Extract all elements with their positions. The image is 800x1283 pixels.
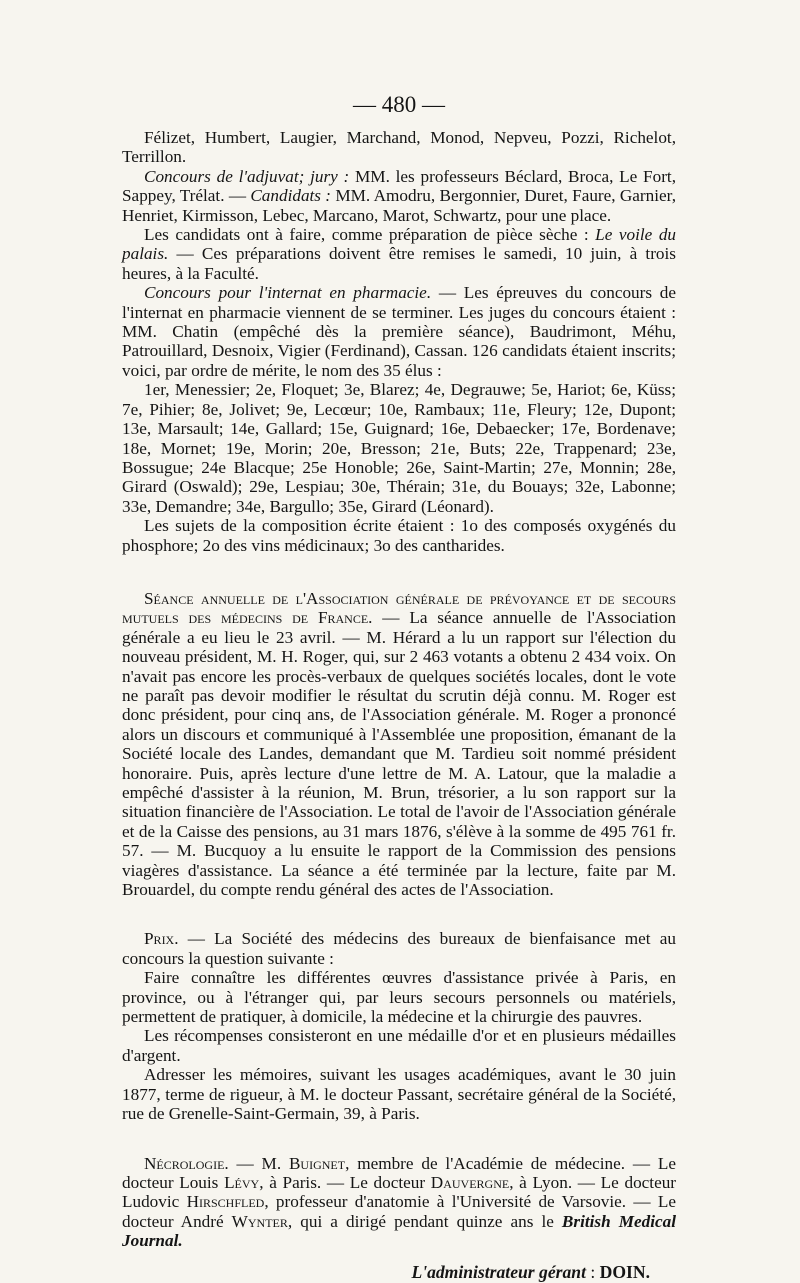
text-run-italic: Le voile du palais.: [122, 225, 677, 264]
paragraph: Adresser les mémoires, suivant les usages académiques, avant le 30 juin 1877, terme de rigueur, à M. le docteur Passant, secrétaire général de la Société, rue de Grenelle-Saint-Germain, 39, à Paris.: [122, 1065, 676, 1124]
paragraph: [122, 225, 676, 283]
paragraph: [122, 589, 676, 900]
signature-name: DOIN.: [599, 1261, 650, 1282]
text-run-italic: Concours pour l'internat en pharmacie.: [144, 283, 432, 303]
text-run: — La Société des médecins des bureaux de bienfaisance met au concours la question suivante :: [122, 929, 676, 968]
signature-title: L'administrateur gérant: [411, 1261, 586, 1282]
section-spacer: [122, 555, 676, 589]
text-run: — M.: [228, 1153, 289, 1173]
paragraph: [122, 1154, 676, 1251]
text-run-sc: Nécrologie.: [144, 1153, 229, 1173]
text-run-sc: Dauvergne: [430, 1172, 510, 1192]
text-run: MM. Amodru, Bergonnier, Duret, Faure, Garnier, Henriet, Kirmisson, Lebec, Marcano, Marot, Schwartz, pour une place.: [122, 186, 676, 225]
text-run: — Ces préparations doivent être remises le samedi, 10 juin, à trois heures, à la Faculté.: [122, 244, 676, 283]
paragraph: Faire connaître les différentes œuvres d'assistance privée à Paris, en province, ou à l'étranger qui, par leurs secours personnels ou matériels, permettent de pratiquer, à domicile, la médecine et la chirurgie des pauvres.: [122, 968, 676, 1027]
paragraph: [122, 929, 676, 968]
article-body: [122, 128, 676, 1251]
section-spacer: [122, 1124, 676, 1154]
signature-separator: :: [585, 1261, 600, 1282]
section-spacer: [122, 899, 676, 929]
text-run-sc: Lévy: [224, 1172, 260, 1192]
paragraph: 1er, Menessier; 2e, Floquet; 3e, Blarez; 4e, Degrauwe; 5e, Hariot; 6e, Küss; 7e, Pihier; 8e, Jolivet; 9e, Lecœur; 10e, Rambaux; 11e, Fleury; 12e, Dupont; 13e, Marsault; 14e, Gallard; 15e, Guignard; 16e, Debaecker; 17e, Bordenave; 18e, Mornet; 19e, Morin; 20e, Bresson; 21e, Buts; 22e, Trappenard; 23e, Bossugue; 24e Blacque; 25e Honoble; 26e, Saint-Martin; 27e, Monnin; 28e, Girard (Oswald); 29e, Lespiau; 30e, Thérain; 31e, du Bouays; 32e, Labonne; 33e, Demandre; 34e, Bargullo; 35e, Girard (Léonard).: [122, 380, 676, 516]
text-run: Les candidats ont à faire, comme préparation de pièce sèche :: [144, 225, 596, 245]
paragraph: [122, 283, 676, 380]
text-run: — Les épreuves du concours de l'internat en pharmacie viennent de se terminer. Les juges du concours étaient : MM. Chatin (empêché dès la première séance), Baudrimont, Méhu, Patrouillard, Desnoix, Vigier (Ferdinand), Cassan. 126 candidats étaient inscrits; voici, par ordre de mérite, le nom des 35 élus :: [122, 283, 677, 380]
text-run: — La séance annuelle de l'Association générale a eu lieu le 23 avril. — M. Hérard a lu un rapport sur l'élection du nouveau président, M. H. Roger, qui, sur 2 463 votants a obtenu 2 434 voix. On n'avait pas encore les procès-verbaux de quelques sociétés locales, dont le vote ne paraît pas devoir modifier le résultat du scrutin déjà connu. M. Roger est donc président, pour cinq ans, de l'Association générale. M. Roger a prononcé alors un discours et communiqué à l'Assemblée une proposition, émanant de la Société locale des Landes, demandant que M. Tardieu soit nommé président honoraire. Puis, après lecture d'une lettre de M. A. Latour, que la maladie a empêché d'assister à la réunion, M. Brun, trésorier, a lu son rapport sur la situation financière de l'Association. Le total de l'avoir de l'Association générale et de la Caisse des pensions, au 31 mars 1876, s'élève à la somme de 495 761 fr. 57. — M. Bucquoy a lu ensuite le rapport de la Commission des pensions viagères d'assistance. La séance a été terminée par la lecture, faite par M. Brouardel, du compte rendu général des actes de l'Association.: [122, 608, 676, 900]
text-run-sc: Prix.: [144, 929, 179, 949]
text-run-bolditalic: British Medical Journal.: [122, 1211, 676, 1251]
text-run: MM. les professeurs Béclard, Broca, Le Fort, Sappey, Trélat. —: [122, 166, 676, 206]
paragraph: Les sujets de la composition écrite étaient : 1o des composés oxygénés du phosphore; 2o des vins médicinaux; 3o des cantharides.: [122, 516, 676, 555]
text-run: , à Paris. — Le docteur: [259, 1172, 431, 1192]
page-number: — 480 —: [353, 92, 445, 117]
text-run-sc: Hirschfled: [186, 1192, 265, 1212]
paragraph: [122, 167, 676, 225]
text-run: , à Lyon. — Le docteur Ludovic: [122, 1172, 677, 1212]
text-run-sc: Wynter: [231, 1211, 288, 1231]
text-run: , membre de l'Académie de médecine. — Le docteur Louis: [122, 1153, 676, 1192]
text-run-sc: Buignet: [288, 1153, 346, 1173]
signature: [122, 1261, 676, 1283]
text-run-italic: Concours de l'adjuvat; jury :: [144, 166, 350, 186]
text-run-sc: Séance annuelle de l'Association générale de prévoyance et de secours mutuels des médecins de France.: [122, 588, 676, 628]
text-run: , qui a dirigé pendant quinze ans le: [287, 1211, 562, 1231]
paragraph: Les récompenses consisteront en une médaille d'or et en plusieurs médailles d'argent.: [122, 1026, 676, 1065]
text-run-italic: Candidats :: [250, 186, 332, 206]
text-run: , professeur d'anatomie à l'Université de Varsovie. — Le docteur André: [122, 1192, 677, 1231]
paragraph: Félizet, Humbert, Laugier, Marchand, Monod, Nepveu, Pozzi, Richelot, Terrillon.: [122, 128, 676, 167]
